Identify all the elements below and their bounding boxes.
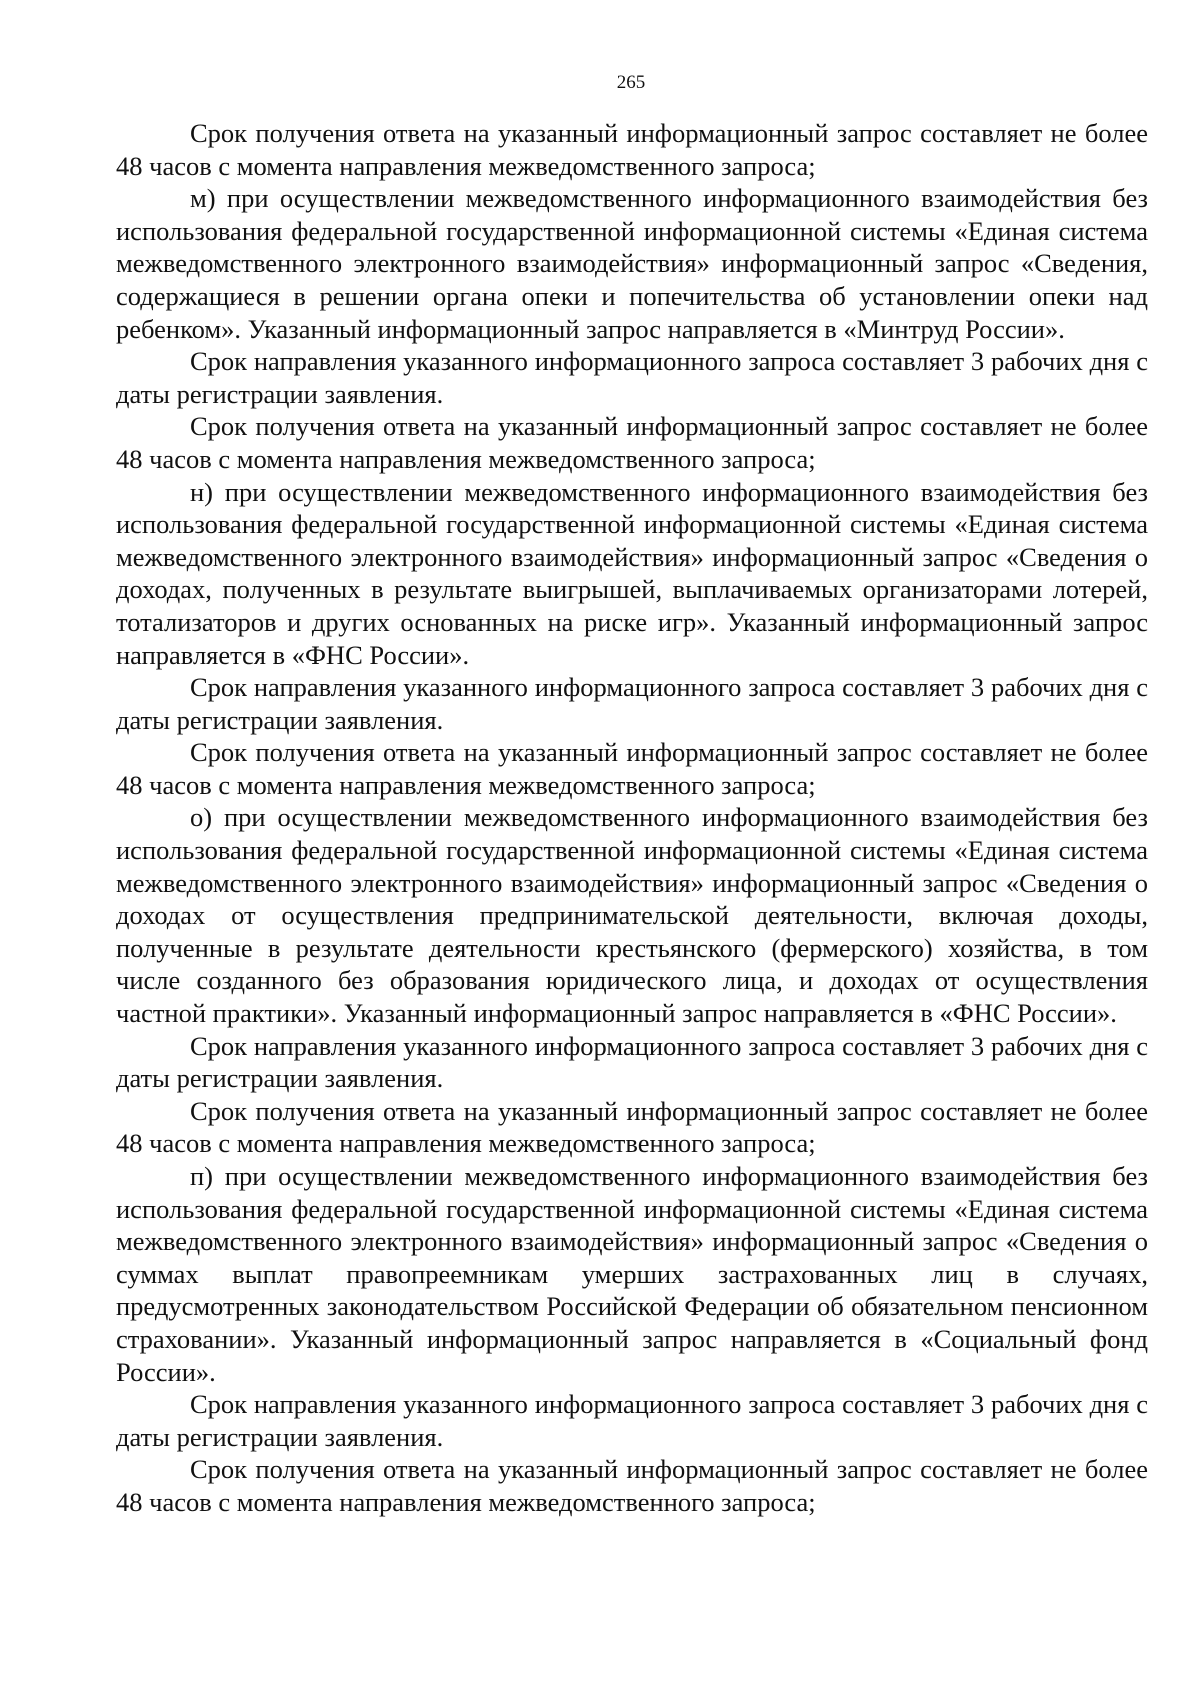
paragraph: Срок получения ответа на указанный информационный запрос составляет не более 48 часов с момента направления межведомственного запроса; [116, 1454, 1148, 1517]
paragraph: Срок получения ответа на указанный информационный запрос составляет не более 48 часов с момента направления межведомственного запроса; [116, 737, 1148, 800]
paragraph: Срок направления указанного информационного запроса составляет 3 рабочих дня с даты регистрации заявления. [116, 1389, 1148, 1452]
paragraph: Срок направления указанного информационного запроса составляет 3 рабочих дня с даты регистрации заявления. [116, 672, 1148, 735]
document-body [116, 117, 1148, 1519]
paragraph: Срок направления указанного информационного запроса составляет 3 рабочих дня с даты регистрации заявления. [116, 346, 1148, 409]
paragraph: п) при осуществлении межведомственного информационного взаимодействия без использования федеральной государственной информационной системы «Единая система межведомственного электронного взаимодействия» информационный запрос «Сведения о суммах выплат правопреемникам умерших застрахованных лиц в случаях, предусмотренных законодательством Российской Федерации об обязательном пенсионном страховании». Указанный информационный запрос направляется в «Социальный фонд России». [116, 1161, 1148, 1387]
paragraph: Срок получения ответа на указанный информационный запрос составляет не более 48 часов с момента направления межведомственного запроса; [116, 118, 1148, 181]
paragraph: н) при осуществлении межведомственного информационного взаимодействия без использования федеральной государственной информационной системы «Единая система межведомственного электронного взаимодействия» информационный запрос «Сведения о доходах, полученных в результате выигрышей, выплачиваемых организаторами лотерей, тотализаторов и других основанных на риске игр». Указанный информационный запрос направляется в «ФНС России». [116, 476, 1148, 670]
paragraph: м) при осуществлении межведомственного информационного взаимодействия без использования федеральной государственной информационной системы «Единая система межведомственного электронного взаимодействия» информационный запрос «Сведения, содержащиеся в решении органа опеки и попечительства об установлении опеки над ребенком». Указанный информационный запрос направляется в «Минтруд России». [116, 183, 1148, 344]
paragraph: Срок получения ответа на указанный информационный запрос составляет не более 48 часов с момента направления межведомственного запроса; [116, 1095, 1148, 1159]
paragraph: о) при осуществлении межведомственного информационного взаимодействия без использования федеральной государственной информационной системы «Единая система межведомственного электронного взаимодействия» информационный запрос «Сведения о доходах от осуществления предпринимательской деятельности, включая доходы, полученные в результате деятельности крестьянского (фермерского) хозяйства, в том числе созданного без образования юридического лица, и доходах от осуществления частной практики». Указанный информационный запрос направляется в «ФНС России». [116, 802, 1148, 1029]
paragraph: Срок получения ответа на указанный информационный запрос составляет не более 48 часов с момента направления межведомственного запроса; [116, 411, 1148, 474]
page-number: 265 [616, 72, 646, 93]
paragraph: Срок направления указанного информационного запроса составляет 3 рабочих дня с даты регистрации заявления. [116, 1030, 1148, 1094]
